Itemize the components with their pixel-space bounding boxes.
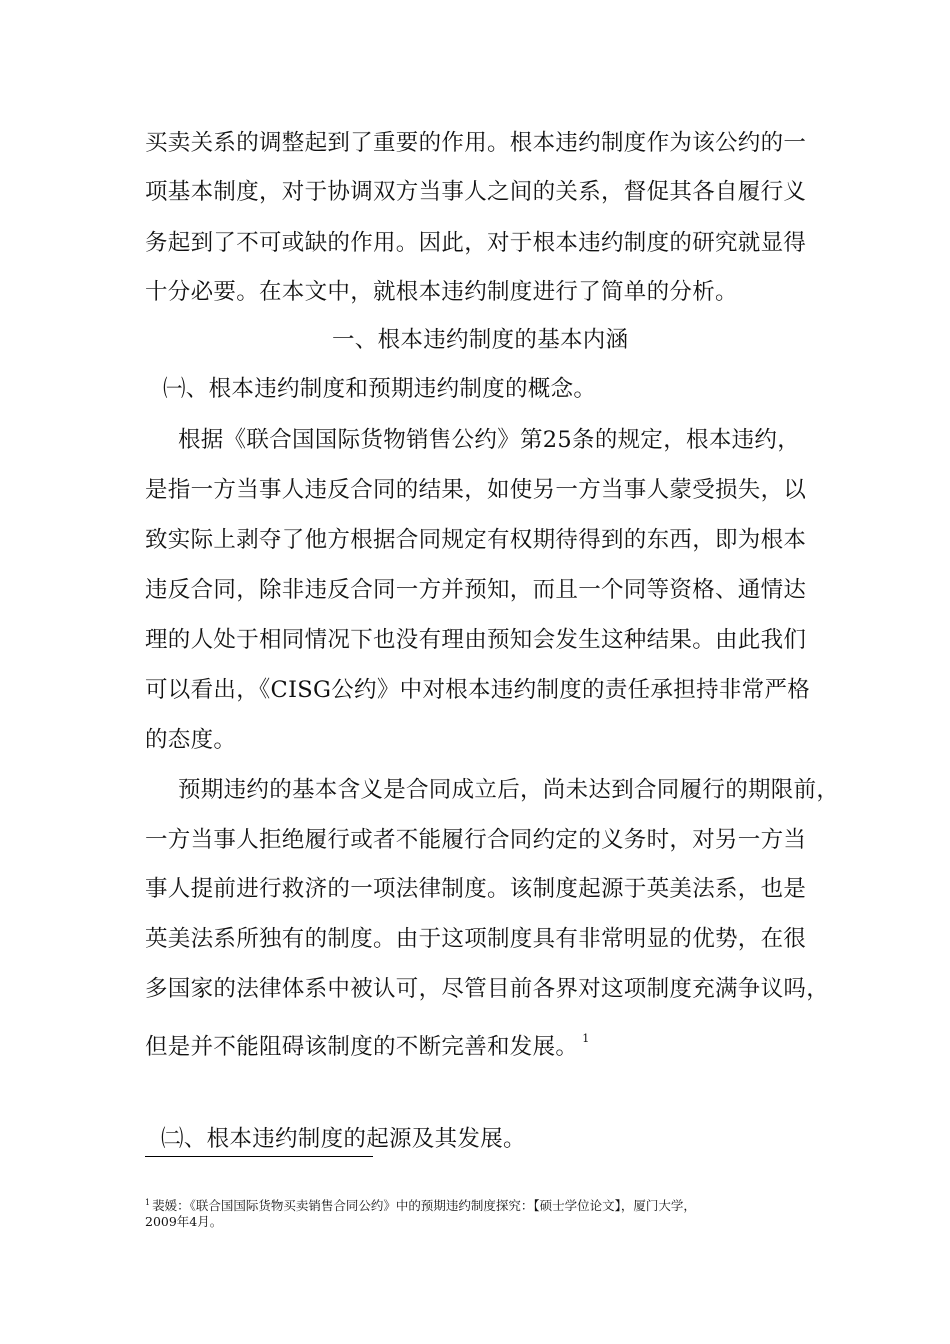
footnote-mark: 1	[145, 1198, 151, 1207]
para2-line-6	[145, 1024, 590, 1062]
subheading-1: ㈠、根本违约制度和预期违约制度的概念。	[163, 376, 597, 402]
footnote-line-2: 2009年4月。	[145, 1214, 223, 1229]
para1-line-6: 可以看出，《CISG公约》中对根本违约制度的责任承担持非常严格	[145, 677, 811, 703]
para2-line-3: 事人提前进行救济的一项法律制度。该制度起源于英美法系，也是	[145, 876, 807, 902]
subheading-2: ㈡、根本违约制度的起源及其发展。	[161, 1126, 526, 1152]
body-line-1: 买卖关系的调整起到了重要的作用。根本违约制度作为该公约的一	[145, 130, 807, 156]
body-line-3: 务起到了不可或缺的作用。因此，对于根本违约制度的研究就显得	[145, 230, 807, 256]
para2-line-2: 一方当事人拒绝履行或者不能履行合同约定的义务时，对另一方当	[145, 827, 807, 853]
para1-line-5: 理的人处于相同情况下也没有理由预知会发生这种结果。由此我们	[145, 627, 807, 653]
body-line-2: 项基本制度，对于协调双方当事人之间的关系，督促其各自履行义	[145, 179, 807, 205]
body-line-4: 十分必要。在本文中，就根本违约制度进行了简单的分析。	[145, 279, 738, 305]
para1-line-2: 是指一方当事人违反合同的结果，如使另一方当事人蒙受损失，以	[145, 477, 807, 503]
para1-line-7: 的态度。	[145, 727, 237, 753]
footnote-text-1: 裴媛：《联合国国际货物买卖销售合同公约》中的预期违约制度探究：【硕士学位论文】，厦门大学，	[152, 1198, 696, 1213]
para2-line-1: 预期违约的基本含义是合同成立后，尚未达到合同履行的期限前，	[178, 777, 840, 803]
para2-line-5: 多国家的法律体系中被认可，尽管目前各界对这项制度充满争议吗，	[145, 976, 830, 1002]
para2-line-4: 英美法系所独有的制度。由于这项制度具有非常明显的优势，在很	[145, 926, 807, 952]
para2-line-6-text: 但是并不能阻碍该制度的不断完善和发展。	[145, 1034, 579, 1060]
footnote-line-1	[145, 1194, 696, 1215]
section-heading: 一、根本违约制度的基本内涵	[332, 327, 629, 353]
para1-line-3: 致实际上剥夺了他方根据合同规定有权期待得到的东西，即为根本	[145, 527, 807, 553]
para1-line-1: 根据《联合国国际货物销售公约》第25条的规定，根本违约，	[178, 427, 801, 453]
footnote-separator	[145, 1156, 373, 1157]
footnote-reference[interactable]: 1	[582, 1032, 590, 1045]
para1-line-4: 违反合同，除非违反合同一方并预知，而且一个同等资格、通情达	[145, 577, 807, 603]
